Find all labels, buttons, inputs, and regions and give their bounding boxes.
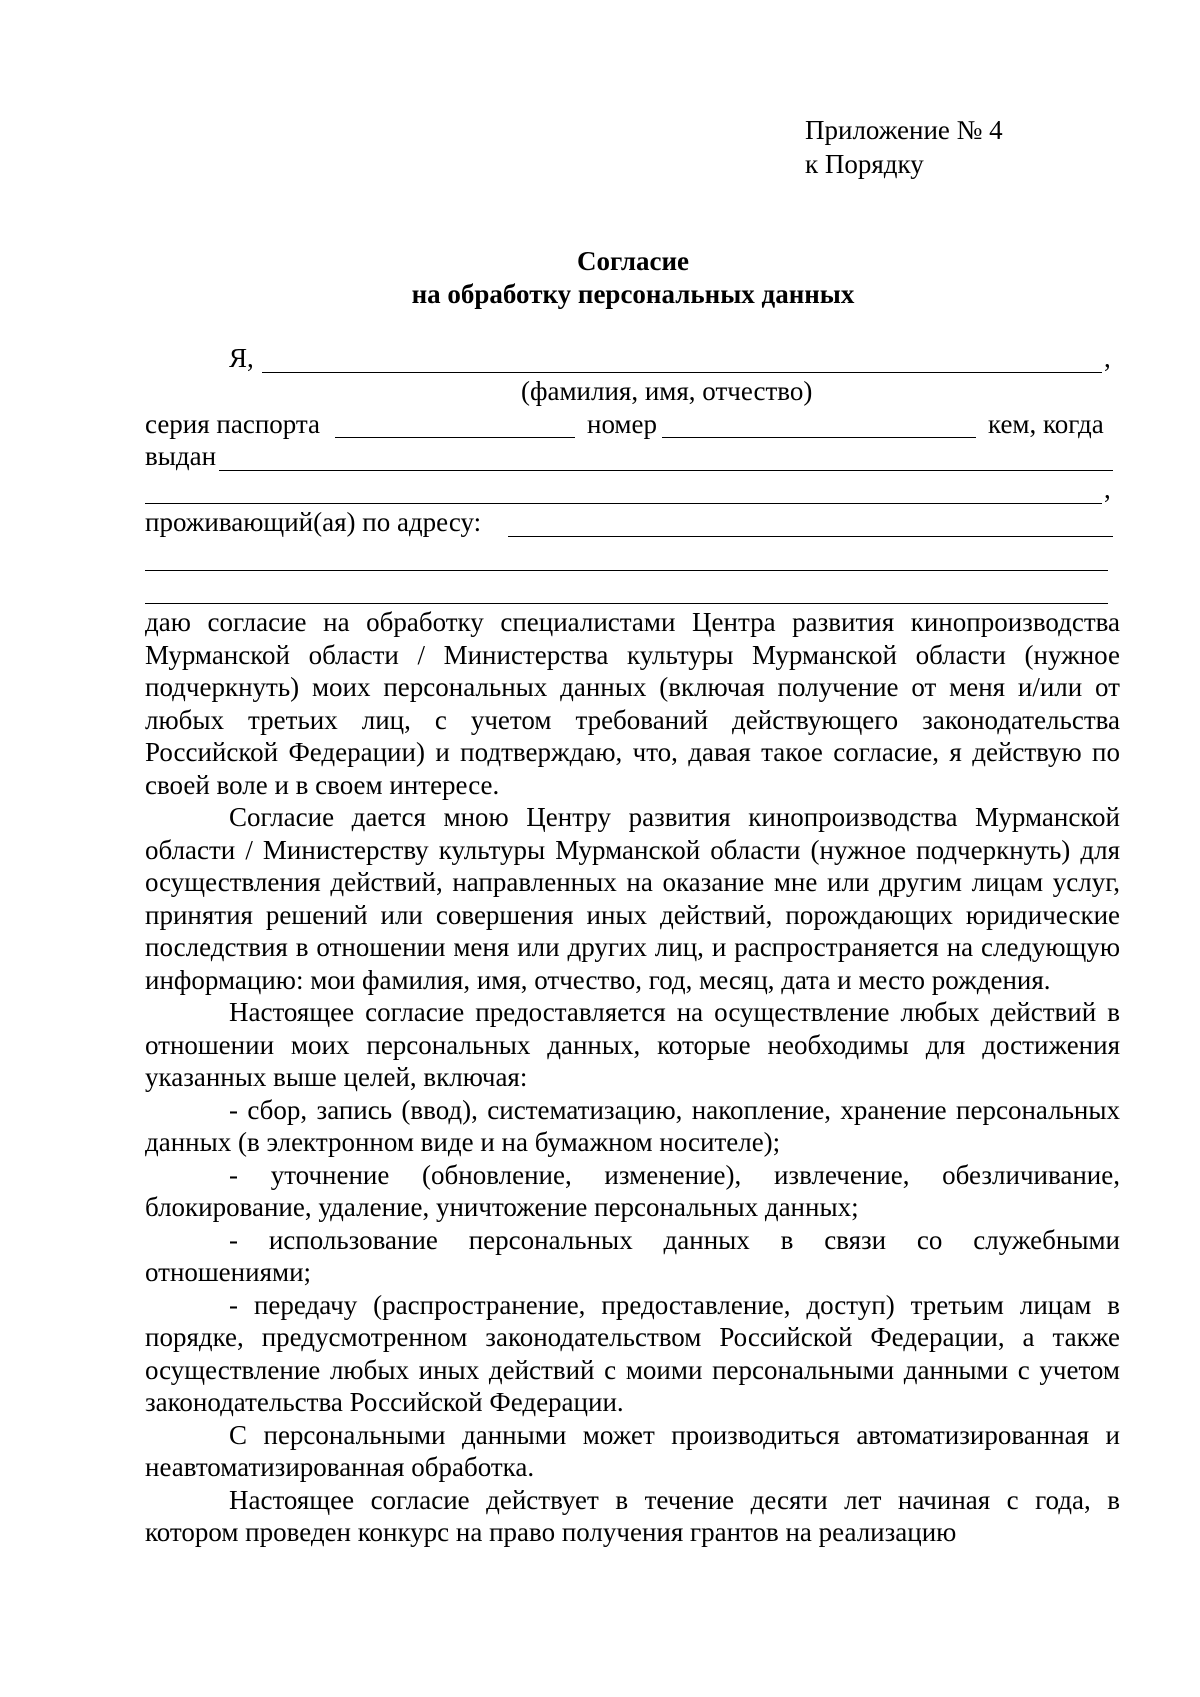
issued-label: выдан bbox=[145, 441, 217, 471]
consent-paragraph: Согласие дается мною Центру развития кинопроизводства Мурманской области / Министерству культуры Мурманской области (нужное подчеркнуть) для осуществления действий, направленных на оказание мне или другим лицам услуг, принятия решений или совершения иных действий, порождающих юридические последствия в отношении меня или других лиц, и распространяется на следующую информацию: мои фамилия, имя, отчество, год, месяц, дата и место рождения. bbox=[145, 802, 1120, 995]
consent-list-item: - сбор, запись (ввод), систематизацию, накопление, хранение персональных данных (в электронном виде и на бумажном носителе); bbox=[145, 1094, 1120, 1157]
issued-comma: , bbox=[1104, 474, 1111, 504]
fio-field[interactable] bbox=[262, 372, 1102, 373]
issued-field[interactable] bbox=[219, 470, 1113, 471]
passport-number-label: номер bbox=[587, 409, 658, 439]
document-subtitle: на обработку персональных данных bbox=[411, 279, 855, 309]
i-label: Я, bbox=[229, 343, 254, 373]
address-field-line-3[interactable] bbox=[145, 603, 1108, 604]
appendix-order-ref: к Порядку bbox=[805, 149, 924, 179]
issued-by-label: кем, когда bbox=[988, 409, 1104, 439]
issued-field-continued[interactable] bbox=[145, 503, 1102, 504]
consent-paragraph: Настоящее согласие предоставляется на осуществление любых действий в отношении моих персональных данных, которые необходимы для достижения указанных выше целей, включая: bbox=[145, 997, 1120, 1092]
passport-series-field[interactable] bbox=[335, 437, 575, 438]
passport-number-field[interactable] bbox=[662, 437, 976, 438]
consent-paragraph: С персональными данными может производиться автоматизированная и неавтоматизированная обработка. bbox=[145, 1419, 1120, 1482]
consent-body bbox=[145, 606, 1120, 1549]
consent-list-item: - уточнение (обновление, изменение), извлечение, обезличивание, блокирование, удаление, уничтожение персональных данных; bbox=[145, 1159, 1120, 1222]
consent-list-item: - передачу (распространение, предоставление, доступ) третьим лицам в порядке, предусмотренном законодательством Российской Федерации, а также осуществление любых иных действий с моими персональными данными с учетом законодательства Российской Федерации. bbox=[145, 1289, 1120, 1417]
appendix-reference bbox=[805, 113, 1003, 181]
passport-series-label: серия паспорта bbox=[145, 409, 321, 439]
fio-caption: (фамилия, имя, отчество) bbox=[521, 376, 813, 406]
address-field-line-2[interactable] bbox=[145, 570, 1108, 571]
appendix-number: Приложение № 4 bbox=[805, 115, 1003, 145]
consent-paragraph: даю согласие на обработку специалистами Центра развития кинопроизводства Мурманской области / Министерства культуры Мурманской области (нужное подчеркнуть) моих персональных данных (включая получение от меня и/или от любых третьих лиц, с учетом требований действующего законодательства Российской Федерации) и подтверждаю, что, давая такое согласие, я действую по своей воле и в своем интересе. bbox=[145, 607, 1120, 800]
consent-paragraph: Настоящее согласие действует в течение десяти лет начиная с года, в котором проведен конкурс на право получения грантов на реализацию bbox=[145, 1484, 1120, 1547]
address-label: проживающий(ая) по адресу: bbox=[145, 507, 482, 537]
fio-comma: , bbox=[1104, 343, 1111, 373]
consent-list-item: - использование персональных данных в связи со служебными отношениями; bbox=[145, 1224, 1120, 1287]
document-title: Согласие bbox=[576, 246, 690, 276]
address-field[interactable] bbox=[508, 536, 1113, 537]
